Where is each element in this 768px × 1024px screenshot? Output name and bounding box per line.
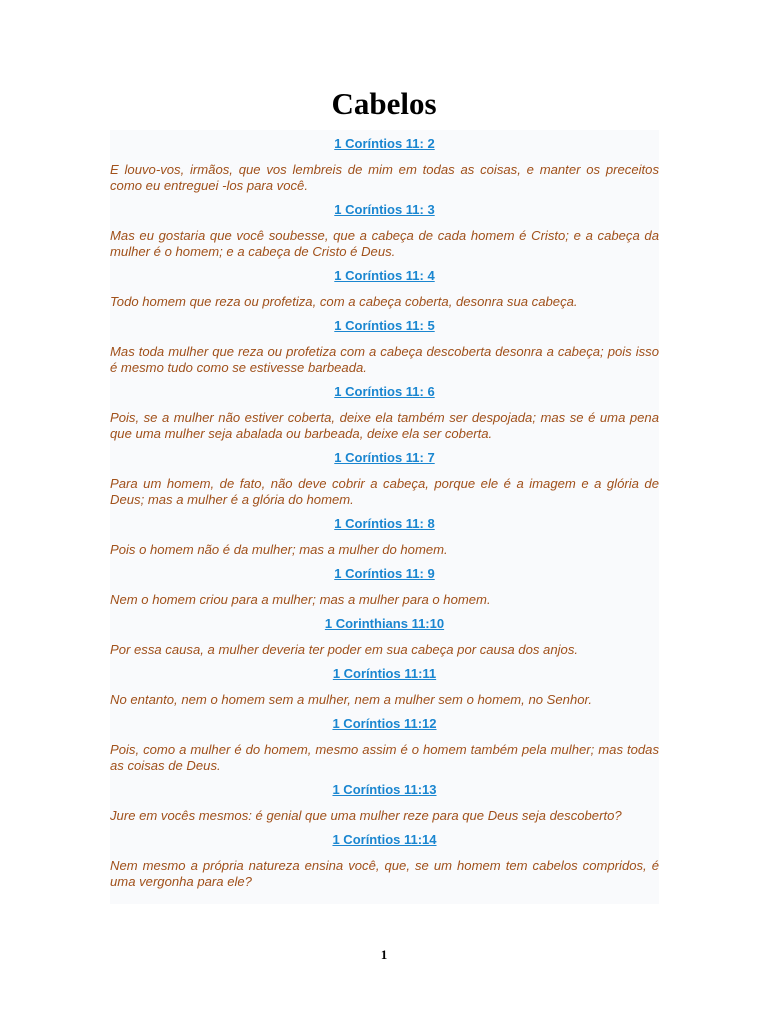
verse-reference-link[interactable]: 1 Coríntios 11: 8 xyxy=(334,516,435,531)
verse-text: Mas toda mulher que reza ou profetiza com a cabeça descoberta desonra a cabeça; pois isso é mesmo tudo como se estivesse barbeada. xyxy=(110,344,659,375)
verse-reference-link[interactable]: 1 Coríntios 11: 5 xyxy=(334,318,435,333)
verse-reference-link[interactable]: 1 Coríntios 11: 4 xyxy=(334,268,435,283)
verse-text: Nem o homem criou para a mulher; mas a mulher para o homem. xyxy=(110,592,491,607)
verse-reference-link[interactable]: 1 Coríntios 11:11 xyxy=(332,666,437,681)
verse-reference-link[interactable]: 1 Coríntios 11:12 xyxy=(332,716,437,731)
verse-reference-link[interactable]: 1 Coríntios 11: 6 xyxy=(334,384,435,399)
verse-reference-link[interactable]: 1 Corinthians 11:10 xyxy=(324,616,445,631)
verse-text: Pois o homem não é da mulher; mas a mulher do homem. xyxy=(110,542,448,557)
verse-reference-link[interactable]: 1 Coríntios 11:13 xyxy=(332,782,437,797)
verse-list xyxy=(110,130,659,904)
verse-text: Jure em vocês mesmos: é genial que uma mulher reze para que Deus seja descoberto? xyxy=(110,808,622,823)
verse-text: Todo homem que reza ou profetiza, com a cabeça coberta, desonra sua cabeça. xyxy=(110,294,578,309)
page-number: 1 xyxy=(380,947,388,962)
verse-text: Nem mesmo a própria natureza ensina você, que, se um homem tem cabelos compridos, é uma vergonha para ele? xyxy=(110,858,659,889)
verse-reference-link[interactable]: 1 Coríntios 11: 3 xyxy=(334,202,435,217)
verse-text: Por essa causa, a mulher deveria ter poder em sua cabeça por causa dos anjos. xyxy=(110,642,578,657)
verse-text: Para um homem, de fato, não deve cobrir a cabeça, porque ele é a imagem e a glória de Deus; mas a mulher é a glória do homem. xyxy=(110,476,659,507)
verse-text: E louvo-vos, irmãos, que vos lembreis de mim em todas as coisas, e manter os preceitos como eu entreguei -los para você. xyxy=(110,162,659,193)
verse-text: Pois, se a mulher não estiver coberta, deixe ela também ser despojada; mas se é uma pena que uma mulher seja abalada ou barbeada, deixe ela ser coberta. xyxy=(110,410,659,441)
verse-text: Pois, como a mulher é do homem, mesmo assim é o homem também pela mulher; mas todas as coisas de Deus. xyxy=(110,742,659,773)
verse-reference-link[interactable]: 1 Coríntios 11: 7 xyxy=(334,450,435,465)
verse-reference-link[interactable]: 1 Coríntios 11: 2 xyxy=(334,136,435,151)
verse-reference-link[interactable]: 1 Coríntios 11:14 xyxy=(332,832,437,847)
page-title: Cabelos xyxy=(331,86,437,121)
verse-text: Mas eu gostaria que você soubesse, que a cabeça de cada homem é Cristo; e a cabeça da mulher é o homem; e a cabeça de Cristo é Deus. xyxy=(110,228,659,259)
verse-text: No entanto, nem o homem sem a mulher, nem a mulher sem o homem, no Senhor. xyxy=(110,692,593,707)
verse-reference-link[interactable]: 1 Coríntios 11: 9 xyxy=(334,566,435,581)
